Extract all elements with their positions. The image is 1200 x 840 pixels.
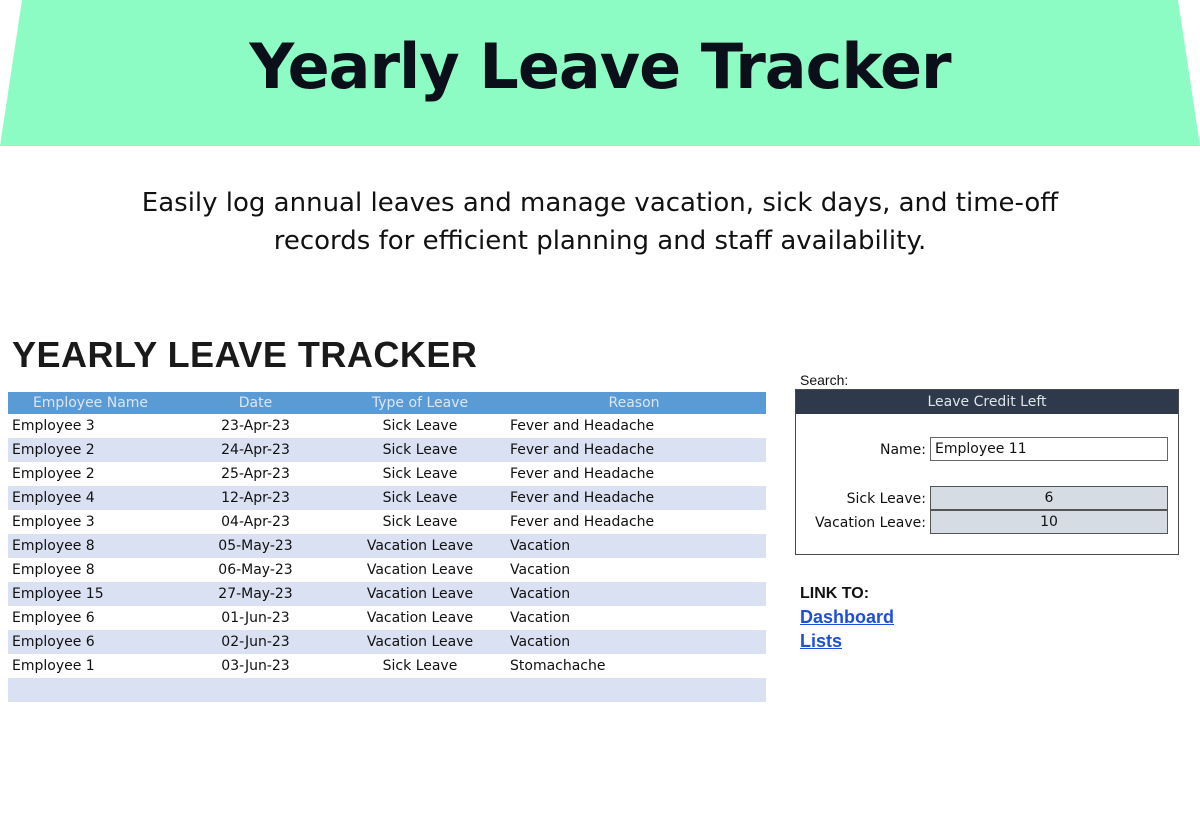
vacation-leave-label: Vacation Leave: (815, 515, 926, 531)
date-cell[interactable]: 04-Apr-23 (221, 514, 290, 530)
sick-leave-label: Sick Leave: (846, 491, 926, 507)
reason-cell[interactable]: Vacation (502, 630, 766, 654)
date-cell[interactable]: 02-Jun-23 (173, 630, 338, 654)
column-header-reason[interactable]: Reason (502, 392, 766, 414)
leave-credit-header: Leave Credit Left (796, 390, 1178, 414)
leave-table (8, 392, 766, 702)
name-label: Name: (879, 442, 926, 458)
lists-link[interactable]: Lists (800, 631, 843, 651)
table-row[interactable] (8, 462, 766, 486)
table-row[interactable] (8, 534, 766, 558)
sick-leave-value: 6 (930, 486, 1168, 510)
reason-cell[interactable]: Fever and Headache (502, 486, 766, 510)
reason-cell[interactable]: Fever and Headache (510, 418, 655, 434)
date-cell[interactable]: 05-May-23 (173, 534, 338, 558)
employee-name-cell[interactable]: Employee 6 (12, 610, 95, 626)
date-cell[interactable]: 06-May-23 (218, 562, 293, 578)
date-cell[interactable]: 01-Jun-23 (221, 610, 290, 626)
employee-name-cell[interactable]: Employee 8 (12, 562, 95, 578)
leave-type-cell[interactable]: Sick Leave (382, 418, 458, 434)
leave-type-cell[interactable]: Sick Leave (338, 438, 502, 462)
table-row[interactable] (8, 486, 766, 510)
leave-type-cell[interactable]: Vacation Leave (338, 630, 502, 654)
reason-cell[interactable]: Vacation (502, 582, 766, 606)
link-to-label: LINK TO: (800, 585, 870, 602)
leave-type-cell[interactable]: Sick Leave (338, 486, 502, 510)
date-cell[interactable]: 12-Apr-23 (173, 486, 338, 510)
employee-name-input[interactable]: Employee 11 (930, 437, 1168, 461)
employee-name-cell[interactable]: Employee 8 (8, 534, 173, 558)
leave-type-cell[interactable]: Sick Leave (382, 658, 458, 674)
leave-credit-panel (795, 389, 1179, 555)
date-cell[interactable]: 23-Apr-23 (221, 418, 290, 434)
employee-name-cell[interactable]: Employee 15 (8, 582, 173, 606)
leave-type-cell[interactable]: Sick Leave (382, 514, 458, 530)
employee-name-cell[interactable]: Employee 3 (12, 514, 95, 530)
employee-name-cell[interactable]: Employee 2 (8, 438, 173, 462)
table-row[interactable] (8, 654, 766, 678)
table-row[interactable] (8, 510, 766, 534)
dashboard-link[interactable]: Dashboard (800, 607, 895, 627)
date-cell[interactable]: 27-May-23 (173, 582, 338, 606)
vacation-leave-value: 10 (930, 510, 1168, 534)
search-label: Search: (800, 372, 849, 388)
column-header-date[interactable]: Date (173, 392, 338, 414)
table-row[interactable] (8, 414, 766, 438)
sheet-title: YEARLY LEAVE TRACKER (12, 334, 478, 375)
empty-table-row[interactable] (8, 678, 766, 702)
employee-name-cell[interactable]: Employee 2 (12, 466, 95, 482)
leave-type-cell[interactable]: Vacation Leave (338, 534, 502, 558)
leave-type-cell[interactable]: Vacation Leave (366, 562, 474, 578)
reason-cell[interactable]: Fever and Headache (510, 466, 655, 482)
reason-cell[interactable]: Vacation (502, 534, 766, 558)
employee-name-cell[interactable]: Employee 6 (8, 630, 173, 654)
title-banner (0, 0, 1200, 146)
reason-cell[interactable]: Stomachache (510, 658, 606, 674)
page-title: Yearly Leave Tracker (249, 30, 951, 103)
reason-cell[interactable]: Fever and Headache (502, 438, 766, 462)
date-cell[interactable]: 25-Apr-23 (221, 466, 290, 482)
table-row[interactable] (8, 438, 766, 462)
reason-cell[interactable]: Fever and Headache (510, 514, 655, 530)
reason-cell[interactable]: Vacation (510, 562, 571, 578)
leave-type-cell[interactable]: Vacation Leave (366, 610, 474, 626)
page-subtitle: Easily log annual leaves and manage vacation, sick days, and time-off records for efficient planning and staff availability. (141, 188, 1059, 256)
table-row[interactable] (8, 582, 766, 606)
table-header-row (8, 392, 766, 414)
column-header-type-of-leave[interactable]: Type of Leave (338, 392, 502, 414)
leave-type-cell[interactable]: Vacation Leave (338, 582, 502, 606)
leave-type-cell[interactable]: Sick Leave (382, 466, 458, 482)
employee-name-cell[interactable]: Employee 4 (8, 486, 173, 510)
table-row[interactable] (8, 630, 766, 654)
table-row[interactable] (8, 606, 766, 630)
date-cell[interactable]: 24-Apr-23 (173, 438, 338, 462)
table-row[interactable] (8, 558, 766, 582)
reason-cell[interactable]: Vacation (510, 610, 571, 626)
employee-name-cell[interactable]: Employee 3 (12, 418, 95, 434)
employee-name-cell[interactable]: Employee 1 (12, 658, 95, 674)
date-cell[interactable]: 03-Jun-23 (221, 658, 290, 674)
empty-cell[interactable] (8, 678, 766, 702)
column-header-employee-name[interactable]: Employee Name (8, 392, 173, 414)
